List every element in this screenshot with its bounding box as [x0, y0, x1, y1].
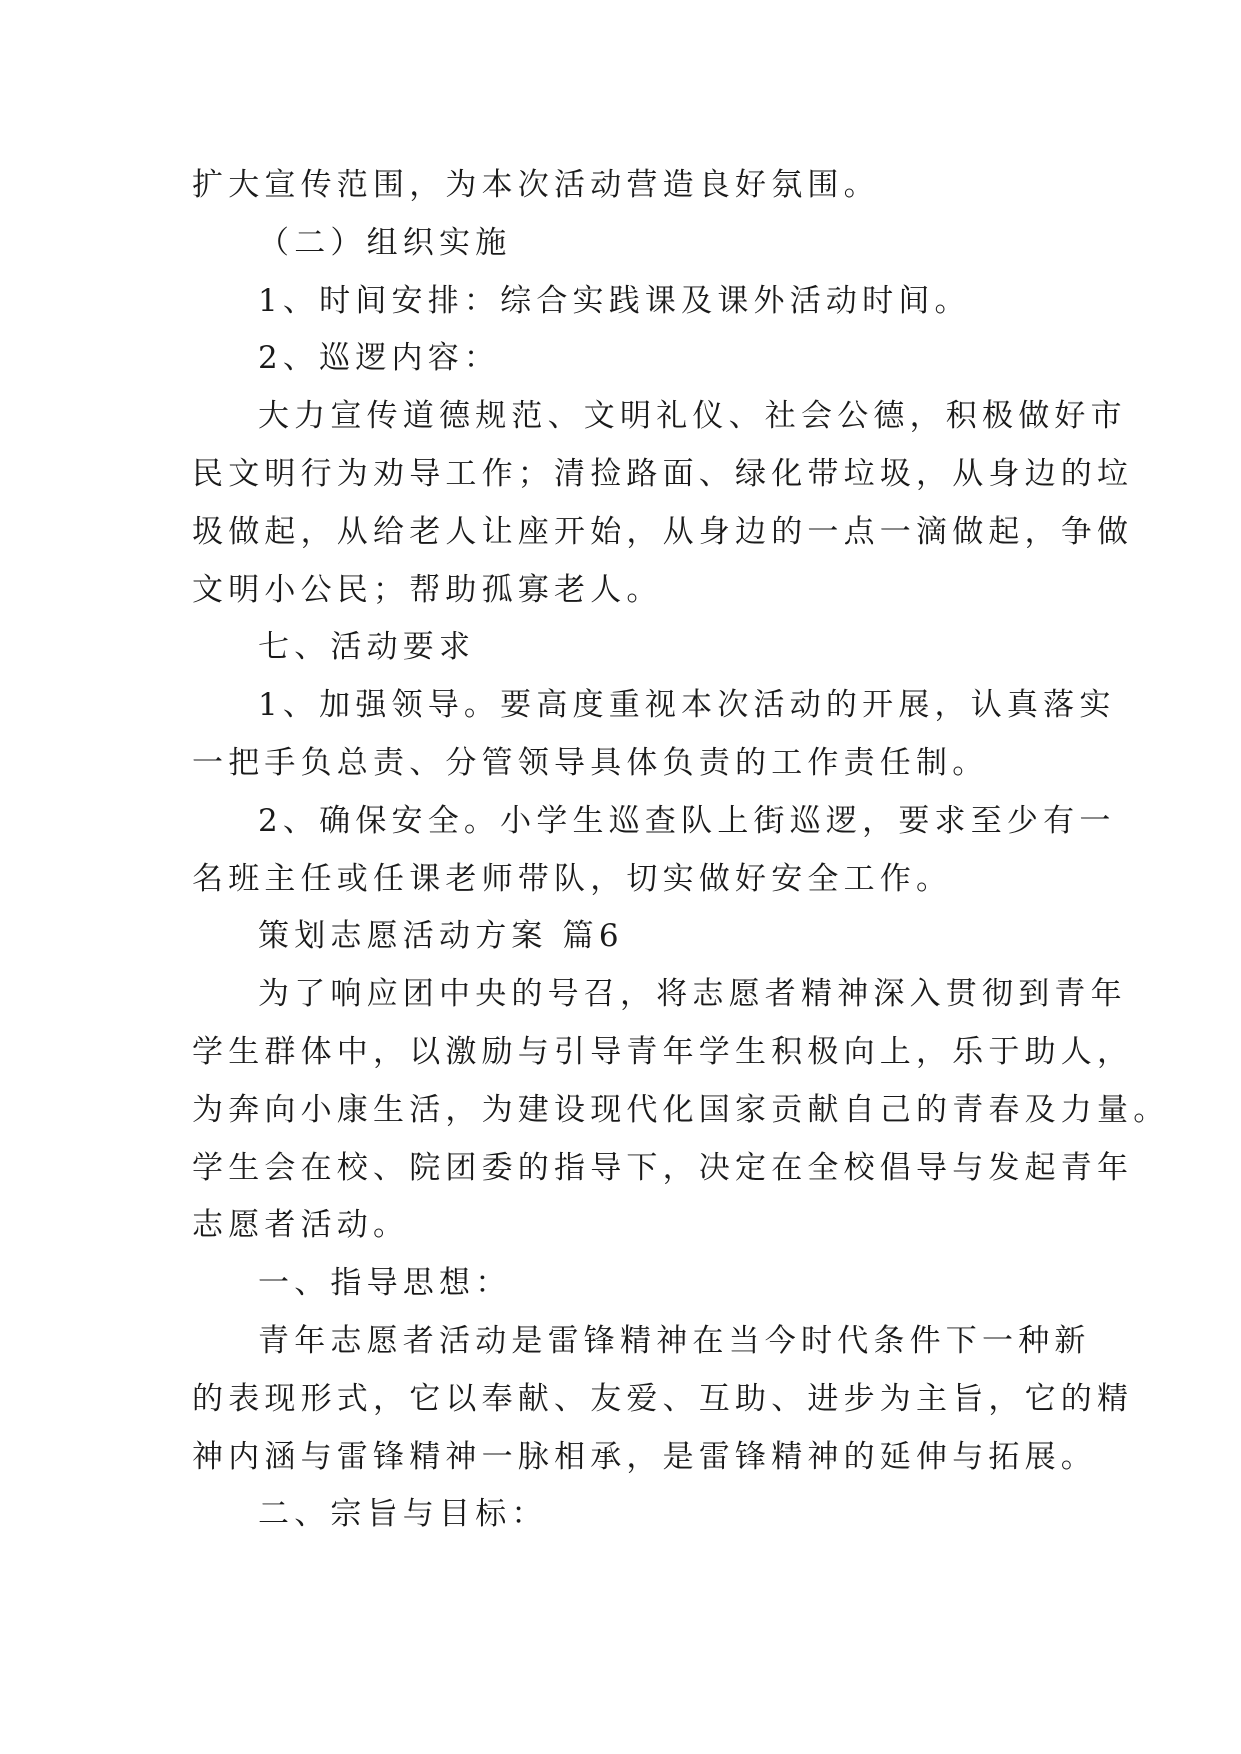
text-line: 大力宣传道德规范、文明礼仪、社会公德，积极做好市: [258, 398, 1127, 434]
text-line: 为奔向小康生活，为建设现代化国家贡献自己的青春及力量。: [192, 1092, 1170, 1128]
text-line: 学生群体中，以激励与引导青年学生积极向上，乐于助人，: [192, 1034, 1134, 1070]
section-heading: 七、活动要求: [258, 629, 476, 665]
section-title: 策划志愿活动方案 篇6: [258, 918, 624, 954]
text-line: 神内涵与雷锋精神一脉相承，是雷锋精神的延伸与拓展。: [192, 1439, 1097, 1475]
text-line: 学生会在校、院团委的指导下，决定在全校倡导与发起青年: [192, 1150, 1134, 1186]
text-line: 的表现形式，它以奉献、友爱、互助、进步为主旨，它的精: [192, 1381, 1134, 1417]
text-line: 民文明行为劝导工作；清捡路面、绿化带垃圾，从身边的垃: [192, 456, 1134, 492]
text-line: 2、确保安全。小学生巡查队上街巡逻，要求至少有一: [258, 803, 1116, 839]
section-heading: （二）组织实施: [258, 225, 512, 261]
text-line: 2、巡逻内容：: [258, 340, 501, 376]
text-line: 青年志愿者活动是雷锋精神在当今时代条件下一种新: [258, 1323, 1091, 1359]
text-line: 1、时间安排：综合实践课及课外活动时间。: [258, 283, 971, 319]
text-line: 一把手负总责、分管领导具体负责的工作责任制。: [192, 745, 989, 781]
section-heading: 二、宗旨与目标：: [258, 1496, 548, 1532]
text-line: 文明小公民；帮助孤寡老人。: [192, 572, 663, 608]
text-line: 名班主任或任课老师带队，切实做好安全工作。: [192, 861, 953, 897]
text-line: 1、加强领导。要高度重视本次活动的开展，认真落实: [258, 687, 1116, 723]
text-line: 扩大宣传范围，为本次活动营造良好氛围。: [192, 167, 880, 203]
section-heading: 一、指导思想：: [258, 1265, 512, 1301]
text-line: 圾做起，从给老人让座开始，从身边的一点一滴做起，争做: [192, 514, 1134, 550]
text-line: 为了响应团中央的号召，将志愿者精神深入贯彻到青年: [258, 976, 1127, 1012]
text-line: 志愿者活动。: [192, 1207, 410, 1243]
